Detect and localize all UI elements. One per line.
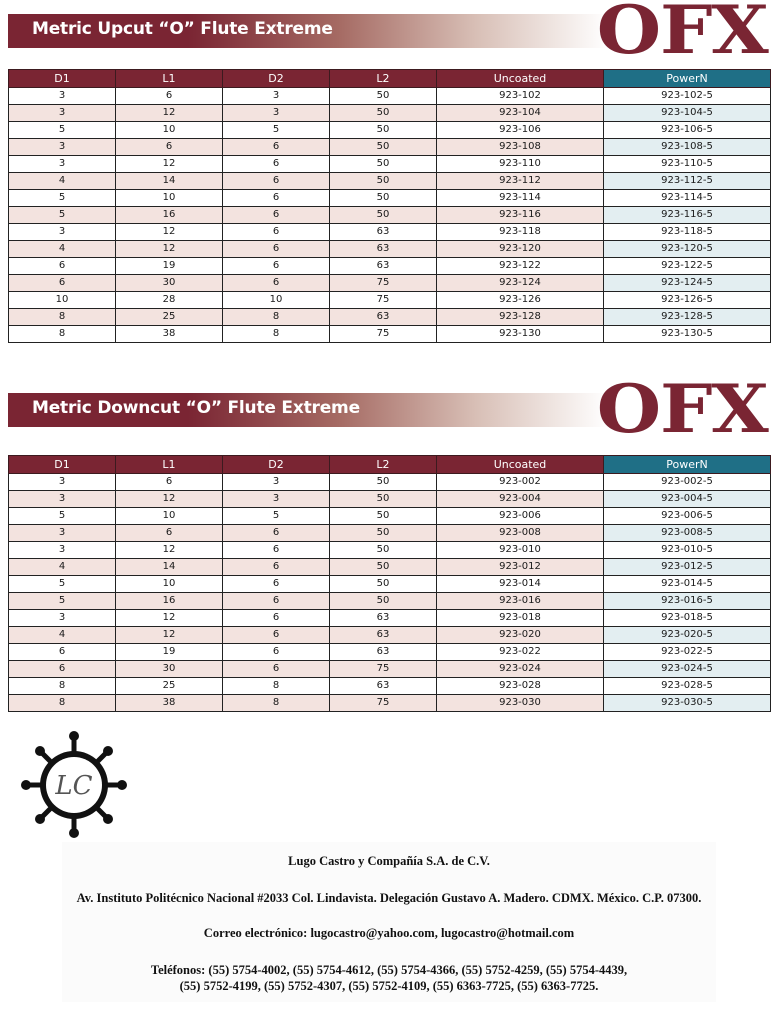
cell-d1: 8 [9, 678, 116, 695]
cell-l2: 50 [330, 491, 437, 508]
table-header-row [9, 70, 771, 88]
cell-l2: 63 [330, 241, 437, 258]
table-row [9, 559, 771, 576]
cell-d2: 8 [223, 326, 330, 343]
cell-d1: 5 [9, 190, 116, 207]
cell-l2: 63 [330, 309, 437, 326]
monogram-text: LC [55, 771, 93, 801]
cell-powern: 923-014-5 [604, 576, 771, 593]
cell-uncoated: 923-022 [437, 644, 604, 661]
cell-uncoated: 923-108 [437, 139, 604, 156]
table-row [9, 593, 771, 610]
cell-powern: 923-128-5 [604, 309, 771, 326]
cell-l1: 14 [116, 559, 223, 576]
cell-d2: 3 [223, 88, 330, 105]
cell-powern: 923-004-5 [604, 491, 771, 508]
cell-uncoated: 923-020 [437, 627, 604, 644]
cell-uncoated: 923-012 [437, 559, 604, 576]
cell-d1: 3 [9, 610, 116, 627]
cell-d1: 3 [9, 491, 116, 508]
cell-d2: 6 [223, 644, 330, 661]
cell-l2: 50 [330, 593, 437, 610]
cell-powern: 923-008-5 [604, 525, 771, 542]
cell-d2: 8 [223, 309, 330, 326]
upcut-spec-table [8, 69, 771, 343]
cell-uncoated: 923-104 [437, 105, 604, 122]
cell-d2: 6 [223, 275, 330, 292]
cell-d2: 6 [223, 593, 330, 610]
cell-d1: 5 [9, 207, 116, 224]
cell-l1: 10 [116, 508, 223, 525]
cell-uncoated: 923-010 [437, 542, 604, 559]
cell-d2: 6 [223, 224, 330, 241]
company-address: Av. Instituto Politécnico Nacional #2033 Col. Lindavista. Delegación Gustavo A. Madero. CDMX. México. C.P. 07300. [76, 891, 702, 905]
cell-d1: 6 [9, 644, 116, 661]
cell-powern: 923-104-5 [604, 105, 771, 122]
cell-uncoated: 923-030 [437, 695, 604, 712]
cell-powern: 923-110-5 [604, 156, 771, 173]
cell-d1: 5 [9, 593, 116, 610]
cell-d1: 5 [9, 508, 116, 525]
cell-uncoated: 923-014 [437, 576, 604, 593]
cell-powern: 923-024-5 [604, 661, 771, 678]
cell-d1: 10 [9, 292, 116, 309]
cell-powern: 923-124-5 [604, 275, 771, 292]
cell-d2: 6 [223, 627, 330, 644]
cell-l2: 50 [330, 122, 437, 139]
cell-uncoated: 923-006 [437, 508, 604, 525]
table-row [9, 309, 771, 326]
cell-l2: 75 [330, 292, 437, 309]
cell-d1: 6 [9, 661, 116, 678]
cell-uncoated: 923-128 [437, 309, 604, 326]
cell-d1: 4 [9, 627, 116, 644]
cell-uncoated: 923-102 [437, 88, 604, 105]
cell-powern: 923-106-5 [604, 122, 771, 139]
column-header-d1: D1 [9, 456, 116, 474]
cell-powern: 923-030-5 [604, 695, 771, 712]
cell-powern: 923-006-5 [604, 508, 771, 525]
table-row [9, 105, 771, 122]
cell-l1: 10 [116, 122, 223, 139]
cell-d1: 4 [9, 173, 116, 190]
cell-l2: 50 [330, 173, 437, 190]
table-row [9, 156, 771, 173]
cell-d1: 8 [9, 695, 116, 712]
cell-uncoated: 923-106 [437, 122, 604, 139]
cell-powern: 923-122-5 [604, 258, 771, 275]
cell-powern: 923-130-5 [604, 326, 771, 343]
cell-uncoated: 923-110 [437, 156, 604, 173]
cell-d1: 5 [9, 122, 116, 139]
table-row [9, 275, 771, 292]
cell-powern: 923-116-5 [604, 207, 771, 224]
cell-d1: 6 [9, 258, 116, 275]
cell-d1: 6 [9, 275, 116, 292]
cell-l1: 6 [116, 525, 223, 542]
table-row [9, 508, 771, 525]
cell-uncoated: 923-028 [437, 678, 604, 695]
cell-powern: 923-102-5 [604, 88, 771, 105]
cell-d2: 8 [223, 678, 330, 695]
cell-l1: 12 [116, 542, 223, 559]
cell-l2: 75 [330, 275, 437, 292]
cell-powern: 923-020-5 [604, 627, 771, 644]
table-row [9, 695, 771, 712]
upcut-section-header [8, 0, 770, 69]
cell-l2: 50 [330, 207, 437, 224]
cell-l1: 16 [116, 593, 223, 610]
cell-powern: 923-112-5 [604, 173, 771, 190]
cell-l2: 50 [330, 139, 437, 156]
cell-d1: 3 [9, 542, 116, 559]
cell-l2: 63 [330, 610, 437, 627]
cell-d2: 5 [223, 508, 330, 525]
cell-l1: 6 [116, 474, 223, 491]
cell-powern: 923-012-5 [604, 559, 771, 576]
cell-d2: 6 [223, 173, 330, 190]
contact-block [62, 842, 716, 1002]
cell-d1: 3 [9, 525, 116, 542]
cell-l1: 10 [116, 576, 223, 593]
table-row [9, 542, 771, 559]
table-row [9, 627, 771, 644]
cell-d1: 5 [9, 576, 116, 593]
ofx-logo: OFX [597, 370, 768, 448]
cell-d2: 5 [223, 122, 330, 139]
cell-l2: 63 [330, 678, 437, 695]
cell-l1: 12 [116, 627, 223, 644]
table-row [9, 610, 771, 627]
column-header-d2: D2 [223, 456, 330, 474]
cell-d1: 3 [9, 156, 116, 173]
contact-phones-line2: (55) 5752-4199, (55) 5752-4307, (55) 5752-4109, (55) 6363-7725, (55) 6363-7725. [179, 979, 599, 993]
table-row [9, 139, 771, 156]
cell-l1: 19 [116, 644, 223, 661]
table-row [9, 224, 771, 241]
cell-d2: 6 [223, 139, 330, 156]
table-row [9, 644, 771, 661]
cell-d1: 8 [9, 326, 116, 343]
cell-powern: 923-016-5 [604, 593, 771, 610]
column-header-l1: L1 [116, 456, 223, 474]
cell-l1: 25 [116, 678, 223, 695]
cell-l2: 50 [330, 542, 437, 559]
column-header-d1: D1 [9, 70, 116, 88]
contact-email: Correo electrónico: lugocastro@yahoo.com, lugocastro@hotmail.com [203, 926, 575, 940]
cell-l2: 63 [330, 224, 437, 241]
cell-l1: 30 [116, 275, 223, 292]
column-header-l1: L1 [116, 70, 223, 88]
table-row [9, 326, 771, 343]
cell-uncoated: 923-112 [437, 173, 604, 190]
cell-uncoated: 923-004 [437, 491, 604, 508]
table-row [9, 241, 771, 258]
cell-l1: 28 [116, 292, 223, 309]
cell-d2: 3 [223, 474, 330, 491]
cell-l1: 10 [116, 190, 223, 207]
table-row [9, 661, 771, 678]
cell-l1: 6 [116, 139, 223, 156]
cell-uncoated: 923-018 [437, 610, 604, 627]
cell-d1: 4 [9, 241, 116, 258]
cell-l1: 38 [116, 326, 223, 343]
cell-l2: 50 [330, 576, 437, 593]
cell-powern: 923-010-5 [604, 542, 771, 559]
cell-d2: 6 [223, 207, 330, 224]
cell-l1: 12 [116, 491, 223, 508]
downcut-spec-table [8, 455, 771, 712]
cell-d2: 6 [223, 241, 330, 258]
cell-l2: 50 [330, 474, 437, 491]
cell-l1: 25 [116, 309, 223, 326]
cell-powern: 923-114-5 [604, 190, 771, 207]
column-header-d2: D2 [223, 70, 330, 88]
cell-l1: 38 [116, 695, 223, 712]
table-row [9, 576, 771, 593]
cell-d2: 8 [223, 695, 330, 712]
cell-l2: 63 [330, 627, 437, 644]
column-header-l2: L2 [330, 70, 437, 88]
cell-uncoated: 923-116 [437, 207, 604, 224]
table-row [9, 678, 771, 695]
cell-l1: 12 [116, 156, 223, 173]
cell-d1: 8 [9, 309, 116, 326]
table-row [9, 88, 771, 105]
contact-phones-line1: Teléfonos: (55) 5754-4002, (55) 5754-4612, (55) 5754-4366, (55) 5752-4259, (55) 5754-4439, [150, 963, 628, 977]
upcut-section-title: Metric Upcut “O” Flute Extreme [32, 19, 333, 39]
cell-l2: 50 [330, 105, 437, 122]
cell-l1: 6 [116, 88, 223, 105]
cell-uncoated: 923-126 [437, 292, 604, 309]
cell-powern: 923-118-5 [604, 224, 771, 241]
cell-d2: 6 [223, 156, 330, 173]
cell-d2: 6 [223, 576, 330, 593]
cell-l2: 50 [330, 88, 437, 105]
cell-d1: 3 [9, 105, 116, 122]
cell-l1: 12 [116, 105, 223, 122]
cell-d2: 10 [223, 292, 330, 309]
downcut-section-header [8, 370, 770, 448]
cell-uncoated: 923-130 [437, 326, 604, 343]
cell-l1: 12 [116, 610, 223, 627]
column-header-powern: PowerN [604, 456, 771, 474]
cell-uncoated: 923-124 [437, 275, 604, 292]
column-header-powern: PowerN [604, 70, 771, 88]
ofx-logo: OFX [597, 0, 768, 69]
cell-d2: 6 [223, 610, 330, 627]
table-header-row [9, 456, 771, 474]
cell-l2: 50 [330, 156, 437, 173]
cell-l2: 75 [330, 695, 437, 712]
cell-uncoated: 923-120 [437, 241, 604, 258]
table-row [9, 122, 771, 139]
table-row [9, 207, 771, 224]
cell-powern: 923-120-5 [604, 241, 771, 258]
cell-l2: 50 [330, 190, 437, 207]
cell-uncoated: 923-016 [437, 593, 604, 610]
cell-powern: 923-108-5 [604, 139, 771, 156]
cell-l2: 63 [330, 644, 437, 661]
cell-l2: 75 [330, 661, 437, 678]
cell-uncoated: 923-122 [437, 258, 604, 275]
cell-l1: 12 [116, 241, 223, 258]
cell-d2: 3 [223, 105, 330, 122]
column-header-uncoated: Uncoated [437, 70, 604, 88]
cell-d1: 3 [9, 474, 116, 491]
table-row [9, 491, 771, 508]
cell-d2: 6 [223, 661, 330, 678]
cell-l2: 75 [330, 326, 437, 343]
cell-powern: 923-022-5 [604, 644, 771, 661]
cell-uncoated: 923-118 [437, 224, 604, 241]
cell-d1: 3 [9, 88, 116, 105]
cell-l1: 30 [116, 661, 223, 678]
downcut-section-title: Metric Downcut “O” Flute Extreme [32, 398, 360, 418]
cell-l1: 19 [116, 258, 223, 275]
table-row [9, 525, 771, 542]
cell-d2: 6 [223, 542, 330, 559]
cell-d1: 3 [9, 139, 116, 156]
cell-powern: 923-028-5 [604, 678, 771, 695]
cell-uncoated: 923-002 [437, 474, 604, 491]
cell-l1: 12 [116, 224, 223, 241]
cell-uncoated: 923-024 [437, 661, 604, 678]
cell-l2: 63 [330, 258, 437, 275]
table-row [9, 190, 771, 207]
cell-powern: 923-126-5 [604, 292, 771, 309]
cell-d2: 3 [223, 491, 330, 508]
column-header-l2: L2 [330, 456, 437, 474]
cell-d2: 6 [223, 525, 330, 542]
cell-d2: 6 [223, 258, 330, 275]
table-row [9, 258, 771, 275]
table-row [9, 173, 771, 190]
cell-d1: 3 [9, 224, 116, 241]
cell-l2: 50 [330, 559, 437, 576]
cell-uncoated: 923-114 [437, 190, 604, 207]
cell-l2: 50 [330, 508, 437, 525]
cell-powern: 923-002-5 [604, 474, 771, 491]
company-name: Lugo Castro y Compañía S.A. de C.V. [288, 854, 490, 868]
cell-l2: 50 [330, 525, 437, 542]
cell-uncoated: 923-008 [437, 525, 604, 542]
cell-d2: 6 [223, 559, 330, 576]
cell-d2: 6 [223, 190, 330, 207]
cell-powern: 923-018-5 [604, 610, 771, 627]
column-header-uncoated: Uncoated [437, 456, 604, 474]
cell-l1: 14 [116, 173, 223, 190]
cell-l1: 16 [116, 207, 223, 224]
ship-wheel-icon [14, 730, 134, 840]
cell-d1: 4 [9, 559, 116, 576]
table-row [9, 292, 771, 309]
table-row [9, 474, 771, 491]
